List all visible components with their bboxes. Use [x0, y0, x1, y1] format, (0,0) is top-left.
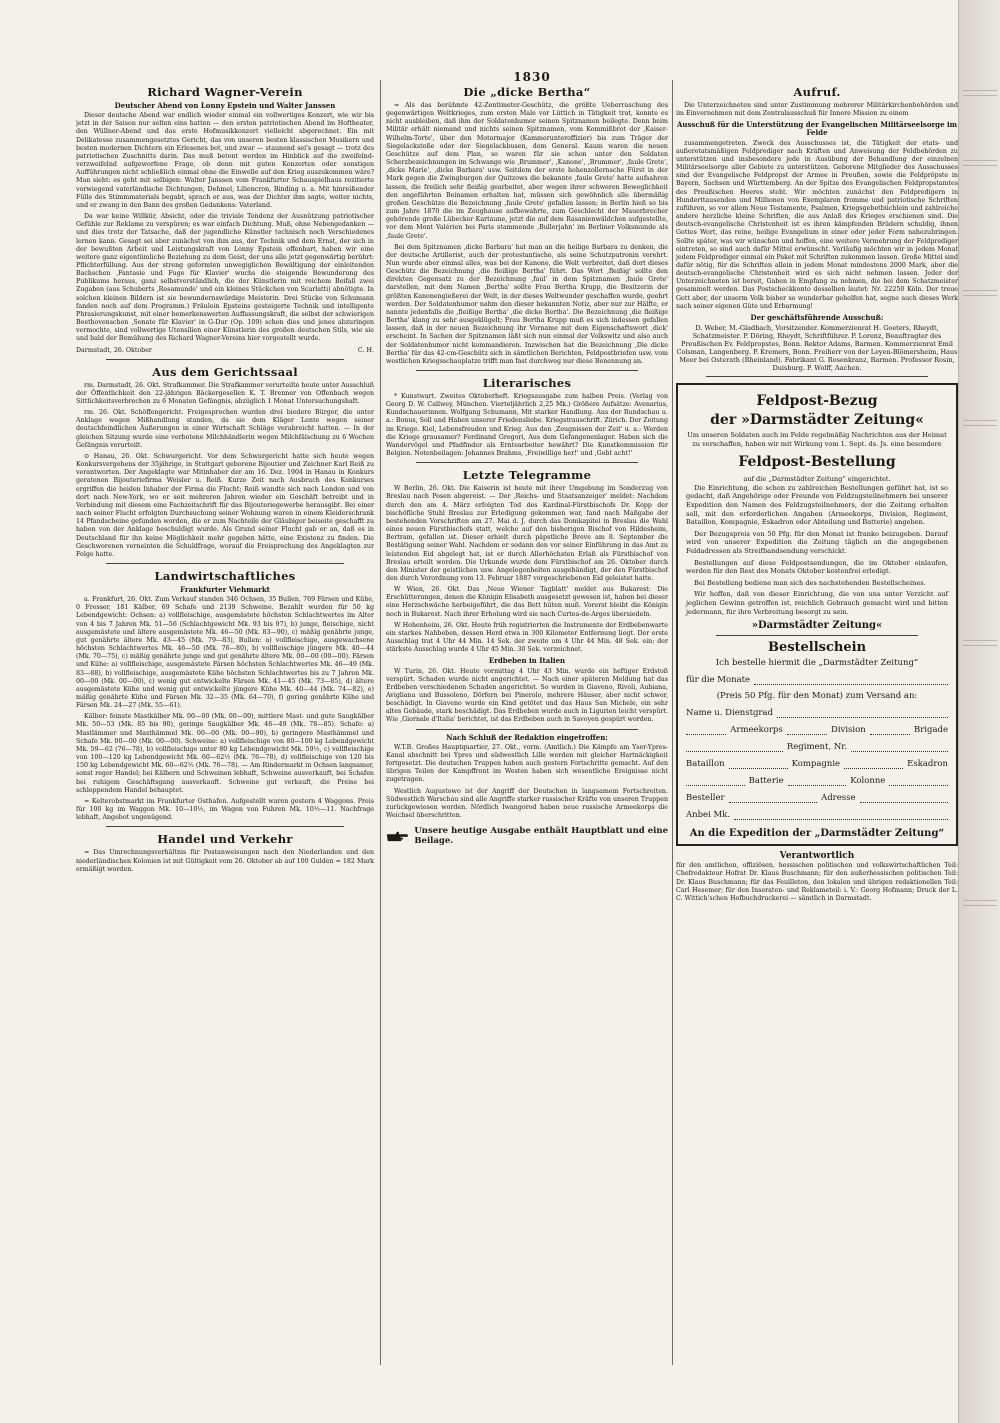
article-heading-bertha: Die „dicke Bertha“ [463, 85, 591, 99]
division-label: Division [831, 724, 866, 735]
article-heading-literarisches: Literarisches [482, 376, 572, 390]
edge-text-fragment [963, 640, 997, 646]
division-field[interactable] [787, 725, 827, 735]
order-form-line [686, 692, 948, 701]
eskadron-label: Eskadron [907, 758, 949, 769]
kolonne-label: Kolonne [850, 775, 886, 786]
armeekorps-field[interactable] [686, 725, 726, 735]
ad-divider [716, 635, 918, 636]
regiment-label: Regiment, Nr. [786, 741, 848, 752]
article-paragraph: rm. Darmstadt, 26. Okt. Strafkammer. Die Strafkammer verurteilte heute unter Ausschluß der Öffentlichkeit den 22-jährigen Bäckergesellen K. T. Brenner von Offenbach wegen Sittlichkeitsverbrechen zu 6 Monaten Gefängnis, abzüglich 1 Monat Untersuchungshaft. [76, 381, 374, 405]
section-divider [106, 359, 344, 360]
page-number: 1830 [513, 70, 551, 84]
armeekorps-label: Armeekorps [730, 724, 783, 735]
article-heading-telegramme: Letzte Telegramme [462, 468, 592, 483]
article-heading-wagner: Richard Wagner-Verein [147, 85, 303, 99]
author-initials: C. H. [357, 346, 374, 354]
order-form-line [686, 659, 948, 668]
besteller-label: Besteller [686, 792, 725, 803]
ad-title-line2: der »Darmstädter Zeitung« [710, 412, 924, 429]
ad-paragraph: Bestellungen auf diese Feldpostsendungen, die im Oktober einlaufen, werden für den Rest des Monats Oktober kostenfrei erledigt. [686, 558, 948, 576]
section-divider [706, 376, 928, 377]
article-paragraph: Die Unterzeichneten sind unter Zustimmung mehrerer Militärkirchenbehörden und im Einvernehmen mit dem Zentralausschuß für Innere Mission zu einem [676, 102, 958, 118]
order-form-title: Bestellschein [767, 639, 867, 655]
committee-heading: Ausschuß für die Unterstützung der Evangelischen Militärseelsorge im Felde [676, 120, 958, 138]
column-rule [672, 80, 673, 1365]
regiment-field[interactable] [686, 742, 783, 752]
column-right [676, 80, 958, 1370]
column-left [76, 80, 374, 1370]
order-form-name [686, 708, 948, 718]
article-paragraph: = Als das berühmte 42-Zentimeter-Geschütz, die größte Ueberraschung des gegenwärtigen Weltkrieges, zum ersten Male vor Lüttich in Tätigkeit trat, konnte es nicht ausbleiben, daß ihm der Soldatenhumor seinen Spitznamen beilegte. Denn beim Militär erhält niemand und nichts seinen Spitznamen, vom Kommißbrot der ‚Kaiser-Wilhelm-Torte', über den Motormajor (Kammerunteroffizier) bis zum Träger der Siegelackstoße oder der Siegelackbusen, dem General. Kaum waren die neuen Geschütze auf dem Plan, so waren für sie schon unter den Soldaten Scherzbezeichnungen im Schwange wie ‚Brummer', ‚Kanone', ‚Brummer', ‚faule Grete', ‚dicke Marie', ‚dicke Barbara' usw. Seitdem der erste hohenzollernsche Fürst in der Mark gegen die Zwingburgen der Quitzows die bekannte ‚faule Grete' hatte aufsahren lassen, die freilich sehr fleißig gearbeitet, aber wegen ihrer schweren Beweglichkeit den angeführten Beinamen erhalten hat, müssen sich gewöhnlich alle übermäßig großen Geschütze die Bezeichnung ‚faule Grete' gefallen lassen; in Berlin hieß so bis zum Jahre 1870 die im Zeughause aufbewahrte, zum Geschlecht der Mauerbrecher gehörende große Lübecker Kartaune, jetzt die auf dem Rasanienwäldchen aufgestellte, vor dem Mont Valérien bei Paris stammende ‚Bullerjahn' im Berliner Volksmunde als ‚faule Grete'. [386, 102, 668, 240]
ad-expedition-address: An die Expedition der „Darmstädter Zeitung“ [689, 827, 945, 839]
article-subheading: Frankfurter Viehmarkt [180, 584, 270, 594]
name-field[interactable] [777, 708, 948, 718]
article-subheading-erdbeben: Erdbeben in Italien [488, 656, 566, 666]
edition-note [386, 826, 668, 846]
section-divider [106, 563, 344, 564]
article-paragraph: * Kunstwart. Zweites Oktoberheft. Kriegsausgabe zum halben Preis. (Verlag von Georg D. W. Callwey, München. Vierteljährlich 2,25 Mk.) Größere Aufsätze: Avenarius, Kundschauerinnen. Wolfgang Schumann, Mit starker Handlung. Aus der Rundschau u. a.: Bonus, Soll und Haben unserer Friedensliebe. Kriegstrauschrift. Zürich. Der Zeitung im Kriege. Kiel, Lebensfreuden und Krieg. Aus den ‚Zeugnissen der Zeit' u. a.: Werden die Kriege grausamer? Ferdinand Gregori, Aus dem Gefangenenlager. Haben sich die Wandervögel und Pfadfinder als Erntearbeiter bewährt? Die Kunstkommission für Belgien. Notenbeilagen: Johannes Brahms, ‚Freiwillige her!' und ‚Gebt acht!' [386, 393, 668, 458]
besteller-field[interactable] [729, 793, 817, 803]
ad-intro: Um unseren Soldaten auch im Felde regelmäßig Nachrichten aus der Heimat zu verschaffen, haben wir mit Wirkung vom 1. Sept. ds. Js. eine besondere [687, 431, 947, 448]
order-form-battalion [686, 759, 948, 769]
order-form-text: Ich bestelle hiermit die „Darmstädter Zeitung“ [715, 658, 919, 669]
batterie-field[interactable] [686, 776, 745, 786]
committee-subheading: Der geschäftsführende Ausschuß: [750, 312, 884, 322]
kompagnie-field[interactable] [844, 759, 903, 769]
batterie-label: Batterie [748, 775, 784, 786]
bataillon-label: Bataillon [686, 758, 725, 769]
anbei-label: Anbei Mk. [686, 809, 731, 820]
article-paragraph: W.T.B. Großes Hauptquartier, 27. Okt., vorm. (Amtlich.) Die Kämpfe am Yser-Ypres-Kanal abschnitt bei Ypres und südwestlich Lille werden mit gleicher Hartnäckigkeit fortgesetzt. Die deutschen Truppen haben auch gestern Fortschritte gemacht. Auf den übrigen Teilen der Kampffront im Westen haben sich wesentliche Ereignisse nicht zugetragen. [386, 743, 668, 784]
months-field[interactable] [754, 675, 948, 685]
edge-text-fragment [963, 90, 997, 96]
ad-paragraph: Die Einrichtung, die schon zu zahlreichen Bestellungen geführt hat, ist so gedacht, daß Angehörige oder Freunde von Feldzugsteilnehmern bei unserer Expedition den Namen des Feldzugsteilnehmers, der die Zeitung erhalten soll, mit den erforderlichen Angaben (Armeekorps, Division, Regiment, Bataillon, Kompagnie, Eskadron oder Abteilung und Batterie) angeben. [686, 483, 948, 527]
article-paragraph: a. Frankfurt, 26. Okt. Zum Verkauf standen 346 Ochsen, 35 Bullen, 769 Färsen und Kühe, 0 Fresser, 181 Kälber, 69 Schafe und 2139 Schweine. Bezahlt wurden für 50 kg Lebendgewicht: Ochsen: a) vollfleischige, ausgemästete höchsten Schlachtwertes im Alter von 4 bis 7 Jahren Mk. 51—56 (Schlachtgewicht Mk. 93 bis 97), b) junge, fleischige, nicht ausgemästete und ältere ausgemästete Mk. 46—50 (Mk. 83—90), c) mäßig genährte junge, gut genährte ältere Mk. 43—45 (Mk. 79—83), Bullen: a) vollfleischige, ausgewachsene höchsten Schlachtwertes Mk. 46—50 (Mk. 76—80), b) vollfleischige jüngere Mk. 40—44 (Mk. 70—75), c) mäßig genährte junge und gut genährte ältere Mk. 00—00 (00—00). Färsen und Kühe: a) vollfleischige, ausgemästete Färsen höchsten Schlachtwertes Mk. 46—49 (Mk. 83—88), b) vollfleischige, ausgemästete Kühe höchsten Schlachtwertes bis zu 7 Jahren Mk. 00—00 (Mk. 00—00), c) wenig gut entwickelte Färsen Mk. 41—45 (Mk. 73—85), d) ältere ausgemästete Kühe und wenig gut entwickelte jüngere Kühe Mk. 40—44 (Mk. 74—82), e) mäßig genährte Kühe und Färsen Mk. 32—35 (Mk. 64—70), f) gering genährte Kühe und Färsen Mk. 24—27 (Mk. 55—61). [76, 596, 374, 710]
feldpost-advertisement [676, 383, 958, 846]
column-middle [386, 80, 668, 1370]
adjacent-page-edge [958, 0, 1000, 1423]
adresse-field[interactable] [860, 793, 948, 803]
amount-field[interactable] [734, 810, 948, 820]
pointing-hand-icon [386, 830, 408, 842]
article-paragraph: W Turin, 26. Okt. Heute vormittag 4 Uhr 43 Min. wurde ein heftiger Erdstoß verspürt. Schaden wurde nicht angerichtet. — Nach einer späteren Meldung hat das Erdbeben verschiedenen Schaden angerichtet. So wurden in Giaveno, Rivoli, Aubiana, Avigliana und Bussoleno, Dörfern bei Pinerolo, mehrere Häuser, aber nicht schwer, beschädigt. In Giaveno wurde ein Kind getötet und das Haus San Michele, ein sehr altes Gebäude, stark beschädigt. Das Erdbeben wurde auch in Ligurien leicht verspürt. Wie ‚Giornale d'Italia' berichtet, ist das Erdbeben auch in Savoyen gespürt worden. [386, 667, 668, 724]
edge-text-fragment [963, 900, 997, 906]
article-paragraph: ⊙ Hanau, 26. Okt. Schwurgericht. Vor dem Schwurgericht hatte sich heute wegen Konkursvergehens der 35jährige, in Stuttgart geborene Bijoutier und Zeichner Karl Reiß zu verantworten. Der Angeklagte war Mitinhaber der am 16. Dez. 1904 in Hanau in Konkurs geratenen Bijouteriefirma Weisler u. Reiß. Kurze Zeit nach Ausbruch des Konkurses ergriffen die beiden Inhaber der Firma die Flucht; Reiß wandte sich nach London und von dort nach New-York, wo er seit mehreren Jahren wieder ein Geschäft betreibt und in Verbindung mit diesem eine Fachzeitschrift für das Bijouteriegewerbe herausgibt. Bei einer nach seiner Flucht erfolgten Durchsuchung seiner Wohnung waren in einem Kleiderschrank 14 Pfandscheine gefunden worden, die er zum Nachteile der Gläubiger beiseite geschafft zu haben von der Anklage beschuldigt wurde. Als Grund seiner Flucht gab er an, daß es in Deutschland für ihn keine Möglichkeit mehr gegeben hätte, eine Existenz zu finden. Die Geschworenen verneinten die Schuldfrage, worauf die Freisprechung des Angeklagten zur Folge hatte. [76, 452, 374, 558]
edge-text-fragment [963, 290, 997, 296]
name-label: Name u. Dienstgrad [686, 707, 774, 718]
regiment-number-field[interactable] [851, 742, 948, 752]
kompagnie-label: Kompagnie [791, 758, 841, 769]
section-divider [106, 826, 344, 827]
article-paragraph: Dieser deutsche Abend war endlich wieder einmal ein vollwertiges Konzert, wie wir bis jetzt in der Saison nur selten eins hatten — den ersten patriotischen Abend im Hoftheater, den Wüllner-Abend und das erste Hofmusikkonzert vielleicht abgerechnet. Ein mit Delikatesse zusammengesetztes Gericht, das von unseren besten klassischen Musikern und besten modernen Dichtern ein Erlesenes bot, und zwar — staunend sei's gesagt — trotz des patriotischen Zuschnitts darin. Das muß betont werden im Hinblick auf die zweifelnd-verzweifelnd aufgeworfene Frage, ob denn mit guten Konzerten oder sonstigen Aufführungen nicht schließlich einmal ohne die Einwelle auf den Krieg auszukommen wäre? Man sieht: es geht mit selbigen: Walter Janssen vom Frankfurter Schauspielhaus rezitierte vorwiegend vaterländische Dichtungen, Dehmel, Liliencron, Binding u. a. Mit hinreißender Fülle des Stimmmaterials begabt, sprach er aus, was der Dichter ihm sagte, weiter nichts, und er zwang in den Bann des großen Gedankens: Vaterland. [76, 112, 374, 209]
order-form-orderer [686, 793, 948, 803]
section-divider [416, 370, 638, 371]
article-paragraph: rm. 26. Okt. Schöffengericht. Freigesprochen wurden drei biedere Bürger, die unter Anklage wegen Mißhandlung standen, da sie dem Kläger Lente wegen seiner deutschfeindlichen Äußerungen in einer Wirtschaft Schläge verabreicht hatten. — In der gleichen Sitzung wurde eine verbotene Milchhändlerin wegen Milchfälschung zu 6 Wochen Gefängnis verurteilt. [76, 409, 374, 449]
column-rule [380, 80, 381, 1365]
imprint-heading: Verantwortlich [779, 851, 855, 862]
article-paragraph: = Kelterobstmarkt im Frankfurter Osthafen. Aufgestellt waren gestern 4 Waggons. Preis für 100 kg im Waggon Mk. 10—10½, im Wagen von Fuhren Mk. 10½—11. Nachfrage lebhaft, Angebot ungenügend. [76, 797, 374, 822]
imprint-text: für den amtlichen, offiziösen, hessischen politischen und volkswirtschaftlichen Teil: Chefredakteur Hofrat Dr. Klaus Buschmann; für den außerhessischen politischen Teil: Dr. Klaus Buschmann; für das Feuilleton, den lokalen und übrigen redaktionellen Teil: Carl Hesemer; für den Inseraten- und Reklameteil: i. V.: Georg Hofmann; Druck der L. C. Wittich'schen Hofbuchdruckerei — sämtlich in Darmstadt. [676, 862, 958, 902]
brigade-field[interactable] [870, 725, 910, 735]
months-label: für die Monate [686, 675, 751, 686]
bataillon-field[interactable] [729, 759, 788, 769]
article-heading-aufruf: Aufruf. [793, 85, 841, 99]
article-heading-landwirtschaft: Landwirtschaftliches [154, 568, 296, 583]
dateline-place: Darmstadt, 26. Oktober [76, 346, 152, 354]
article-subheading-schluss: Nach Schluß der Redaktion eingetroffen: [446, 732, 608, 742]
ad-title: Feldpost-Bezug [756, 393, 878, 410]
edge-text-fragment [963, 160, 997, 166]
ad-paragraph: Bei Bestellung bediene man sich des nachstehenden Bestellscheines. [694, 578, 926, 587]
article-paragraph: Bei dem Spitznamen ‚dicke Barbara' hat man an die heilige Barbara zu denken, die der deutsche Artillerist, auch der protestantische, als seine Schutzpatronin verehrt. Nun wurde aber einmal alles, was bei der Kanone, die Welt verbreitet, daß dort dieses Geschütz die Bezeichnung ‚die fleißige Bertha' führt. Das Wort ‚fleißig' sollte den direkten Gegensatz zu der Bezeichnung ‚faul' in dem Spitznamen ‚faule Grete' darstellen, mit dem Namen ‚Bertha' sollte Frau Bertha Krupp, die Besitzerin der größten Kanonengießerei der Welt, in der dieses Weltwunder geschaffen wurde, geehrt werden. Der Soldatenhumor nahm den dieser bekannten Notiz, aber nur zur Hälfte, er nannte jedenfalls die ‚fleißige Bertha' ‚die dicke Bertha'. Die Bezeichnung ‚die fleißige Bertha' klang zu sehr ausgeklügelt; Frau Bertha Krupp muß es sich indessen gefallen lassen, daß in der neuen Bezeichnung ihr Vorname mit dem Eigenschaftswort ‚dick' erscheint. In Sachen der Spitznamen läßt sich nun einmal der Volkswitz und also auch der Soldatenhumor nicht kommandieren. Inzwischen hat die Bezeichnung ‚Die dicke Bertha' für das 42-cm-Geschütz sich in sämtlichen Berichten, Feldpostbriefen usw. vom westlichen Kriegsschauplatze trifft man fast durchweg nur diese Benennung an. [386, 243, 668, 365]
article-paragraph: W Wien, 26. Okt. Das ‚Neue Wiener Tagblatt' meldet aus Bukarest: Die Erschütterungen, denen die Königin Elisabeth ausgesetzt gewesen ist, haben bei dieser eine Herzschwäche herbeigeführt, die das Bett hüten muß. Vorerst bleibt die Königin noch in Bukarest. Nach ihrer Erholung wird sie nach Curtea-de-Arges übersiedeln. [386, 586, 668, 618]
edition-note-text: Unsere heutige Ausgabe enthält Hauptblatt und eine Beilage. [414, 826, 668, 847]
article-paragraph: zusammengetreten. Zweck des Ausschusses ist, die Tätigkeit der etats- und außeretatsmäßigen Feldprediger nach Kräften und Anweisung der Feldbehörden zu unterstützen und insbesondere jede in Ausübung der Behandlung der einzelnen Militärseelsorge aller Gebiete zu unterstützen. Geborene Mitglieder des Ausschusses sind der Evangelische Feldpropst der Armee in Preußen, sowie die Feldpröpste in Bayern, Sachsen und Württemberg. An der Spitze des Evangelischen Feldpropstamtes des Preußischen Heeres steht. Wir möchten zunächst den Feldpredigern in Hunderttausenden und Millionen von Exemplaren fromme und patriotische Schriften zuführen, so vor allem Neue Testamente, Psalmen, Kriegsgebetbüchlein und zahlreiche andere herzliche kleine Schriften, die aus Anlaß des Krieges erschienen sind. Die deutsch-evangelische Christenheit ist es ihren kämpfenden Brüdern schuldig, ihnen Gottes Wort, das reine, heilige Evangelium in einer oder jeder Form nahezubringen. Sollte später, was wir wünschen und hoffen, eine weitere Vermehrung der Feldprediger eintreten, so sind auch dafür Mittel erwünscht. Vorläufig möchten wir in jedem Monat jedem Feldprediger einmal ein Paket mit Schriften zukommen lassen. Große Mittel sind dafür nötig, für die Schriften allein in jedem Monat mindestens 2000 Mark, aber die deutsch-evangelische Christenheit wird es sich nicht nehmen lassen. Jeder der Unterzeichneten ist bereit, Gaben in Empfang zu nehmen, die bei dem Schatzmeister gesammelt werden. Das Postscheckkonto desselben lautet: Nr. 22250 Köln. Der treue Gott aber, der unserm Volk bisher so wunderbar geholfen hat, segne auch dieses Werk nach seiner eigenen Güte und Erbarmung! [676, 139, 958, 310]
edge-text-fragment [963, 420, 997, 426]
ad-paragraph: Der Bezugspreis von 50 Pfg. für den Monat ist franko beizugeben. Darauf wird von unserer Expedition die Zeitung täglich an die angegebenen Feldadressen als Streifbandsendung verschickt. [686, 529, 948, 555]
section-divider [416, 729, 638, 730]
order-form-months [686, 675, 948, 685]
ad-slogan: »Darmstädter Zeitung« [751, 620, 883, 632]
article-paragraph: Westlich Augustowo ist der Angriff der Deutschen in langsamem Fortschreiten. Südwestlich Warschau sind alle Angriffe starker russischer Kräfte von unseren Truppen zurückgewiesen worden. Nördlich Iwangorod haben neue russische Armeekorps die Weichsel überschritten. [386, 787, 668, 820]
ad-title-bestellung: Feldpost-Bestellung [738, 454, 896, 471]
article-paragraph: W Hohenheim, 26. Okt. Heute früh registrierten die Instrumente der Erdbebenwarte ein starkes Nahbeben, dessen Herd etwa in 300 Kilometer Entfernung liegt. Der erste Ausschlag trat 4 Uhr 44 Min. 14 Sek. der zweite um 4 Uhr 44 Min. 48 Sek. ein; der stärkste Ausschlag wurde 4 Uhr 45 Min. 30 Sek. verzeichnet. [386, 621, 668, 654]
order-form-amount [686, 810, 948, 820]
kolonne-trail-field[interactable] [889, 776, 948, 786]
article-paragraph: Kälber: feinste Mastkälber Mk. 00—00 (Mk. 00—00), mittlere Mast- und gute Saugkälber Mk. 50—53 (Mk. 85 bis 90), geringe Saugkälber Mk. 46—49 (Mk. 78—85). Schafe: a) Mastlämmer und Masthämmel Mk. 00—00 (Mk. 00—90), b) geringere Masthämmel und Schafe Mk. 00—00 (Mk. 00—00). Schweine: a) vollfleischige von 80—100 kg Lebendgewicht Mk. 59—62 (76—78), b) vollfleischige unter 80 kg Lebendgewicht Mk. 59½, c) vollfleischige von 100—120 kg Lebendgewicht Mk. 60—62½ (Mk. 76—78), d) vollfleischige von 120 bis 150 kg Lebendgewicht Mk. 60—62½ (Mk. 76—78). — Am Rindermarkt in Ochsen langsamer, sonst reger Handel; bei Kälbern und Schweinen lebhaft, Schweine ausverkauft, bei Schafen bei ruhigem Geschäftsgang ausverkauft. Schweine gut verkauft, die Preise bei schleppendem Handel behauptet. [76, 713, 374, 794]
ad-paragraph: Wir hoffen, daß von dieser Einrichtung, die von uns unter Verzicht auf jeglichen Gewinn getroffen ist, reichlich Gebrauch gemacht wird und bitten jedermann, für ihre Verbreitung besorgt zu sein. [686, 590, 948, 616]
article-paragraph: Da war keine Willkür, Absicht, oder die triviale Tendenz der Ausnützung patriotischer Gefühle zur Reklame zu verspüren; es war einfach Dichtung. Muß, ohne Nebengedanken — und dies trotz der Tatsache, daß der jugendliche Künstler technisch noch Verschiedenes lernen kann. Gesagt sei aber zunächst von ihm aus, der Technik und dem Ernst, der sich in der bewußten Arbeit und Leistungskraft von Lonny Epstein offenbart, haben wir eine weitere ganz eigentümliche Beziehung zu dem Geist, der uns alle jetzt gegenwärtig berührt: Pflichterfüllung. Aus der streng geformten unwegiglichen Bewältigung der einleitenden Bachschen ‚Fantasie und Fuge für Klavier' wuchs die steigende Bewunderung des Publikums heraus, ganz selbstverständlich, die der Künstlerin mit reichem Beifall zwei Zugaben (aus Schuberts ‚Rosamunde' und ein kleines Stückchen von Scarlatti) abnötigte. In solchen kleinen Bildern ist sie bewundernswürdige Meisterin. Drei Stücke von Schumann fanden noch auf dem Programm.) Fräulein Epsteins gesteigerte Technik und intelligente Phrasierungskunst, mit einer bemerkenswerten Auffassungskraft, die selbst der schwierigen Beethovenschen ‚Sonate für Klavier' in G-Dur (Op. 109) schon dies und jenes abzuringen vermochte, sind vollwertige Utensilien einer Künstlerin des großen deutschen Stils, wie sie und bald der Bemühung des Richard Wagner-Vereins hier vorgestellt wurde. [76, 213, 374, 343]
signatories: D. Weber, M.-Gladbach, Vorsitzender. Kommerzienrat H. Goeters, Rheydt, Schatzmeister. P. Döring, Rheydt, Schriftführer. P. Lorenz, Beauftragter des Preußischen Ev. Feldpropstes, Bonn. Rektor Adams, Barmen. Kommerzienrat Emil Colsman, Langenberg. P. Kremers, Bonn. Freiherr von der Leyen-Blömersheim, Haus Meer bei Osterath (Rheinland). Fabrikant G. Rosenkranz, Barmen. Professor Rosin, Duisburg. P. Wolff, Aachen. [676, 324, 958, 373]
order-form-regiment [686, 742, 948, 752]
order-form-battery [686, 776, 948, 786]
adresse-label: Adresse [821, 792, 856, 803]
brigade-label: Brigade [914, 724, 949, 735]
article-paragraph: W Berlin, 26. Okt. Die Kaiserin ist heute mit ihrer Umgebung im Sonderzug von Breslau nach Posen abgereist. — Der ‚Reichs- und Staatsanzeiger' meldet: Nachdem durch den am 4. März erfolgten Tod des Kardinal-Fürstbischofs Dr. Kopp der bischöfliche Stuhl Breslau zur Erledigung gekommen war, fand nach Maßgabe der bestehenden Vorschriften am 27. Mai d. J. durch das Domkapitel in Breslau die Wahl eines neuen Fürstbischofs statt, welche auf den bisherigen Bischof von Hildesheim, Bertram, gefallen ist. Dieser erhielt durch päpstliche Breve am 8. September die Bestätigung seiner Wahl. Nachdem er sodann den vor seiner Einführung in das Amt zu leistenden Eid abgelegt hat, ist er durch Allerhöchsten Erlaß als Fürstbischof von Breslau erteilt worden. Die Urkunde wurde dem Fürstbischof am 26. Oktober durch den Minister der geistlichen usw. Angelegenheiten ausgehändigt, der den Fürstbischof den durch Verordnung vom 13. Februar 1887 vorgeschriebenen Eid geleistet hatte. [386, 485, 668, 582]
order-form-units [686, 725, 948, 735]
article-heading-handel: Handel und Verkehr [157, 832, 293, 847]
article-heading-gericht: Aus dem Gerichtssaal [152, 364, 298, 379]
article-paragraph: = Das Umrechnungsverhältnis für Postanweisungen nach den Niederlanden und den niederländischen Kolonien ist mit Gültigkeit vom 26. Oktober ab auf 100 Gulden = 182 Mark ermäßigt worden. [76, 849, 374, 873]
ad-intro2: auf die „Darmstädter Zeitung“ eingerichtet. [743, 475, 891, 484]
section-divider [416, 462, 638, 463]
price-note: (Preis 50 Pfg. für den Monat) zum Versand an: [716, 690, 918, 701]
article-subheading: Deutscher Abend von Lonny Epstein und Walter Janssen [114, 101, 336, 110]
kolonne-field[interactable] [788, 776, 847, 786]
article-dateline [76, 347, 374, 355]
